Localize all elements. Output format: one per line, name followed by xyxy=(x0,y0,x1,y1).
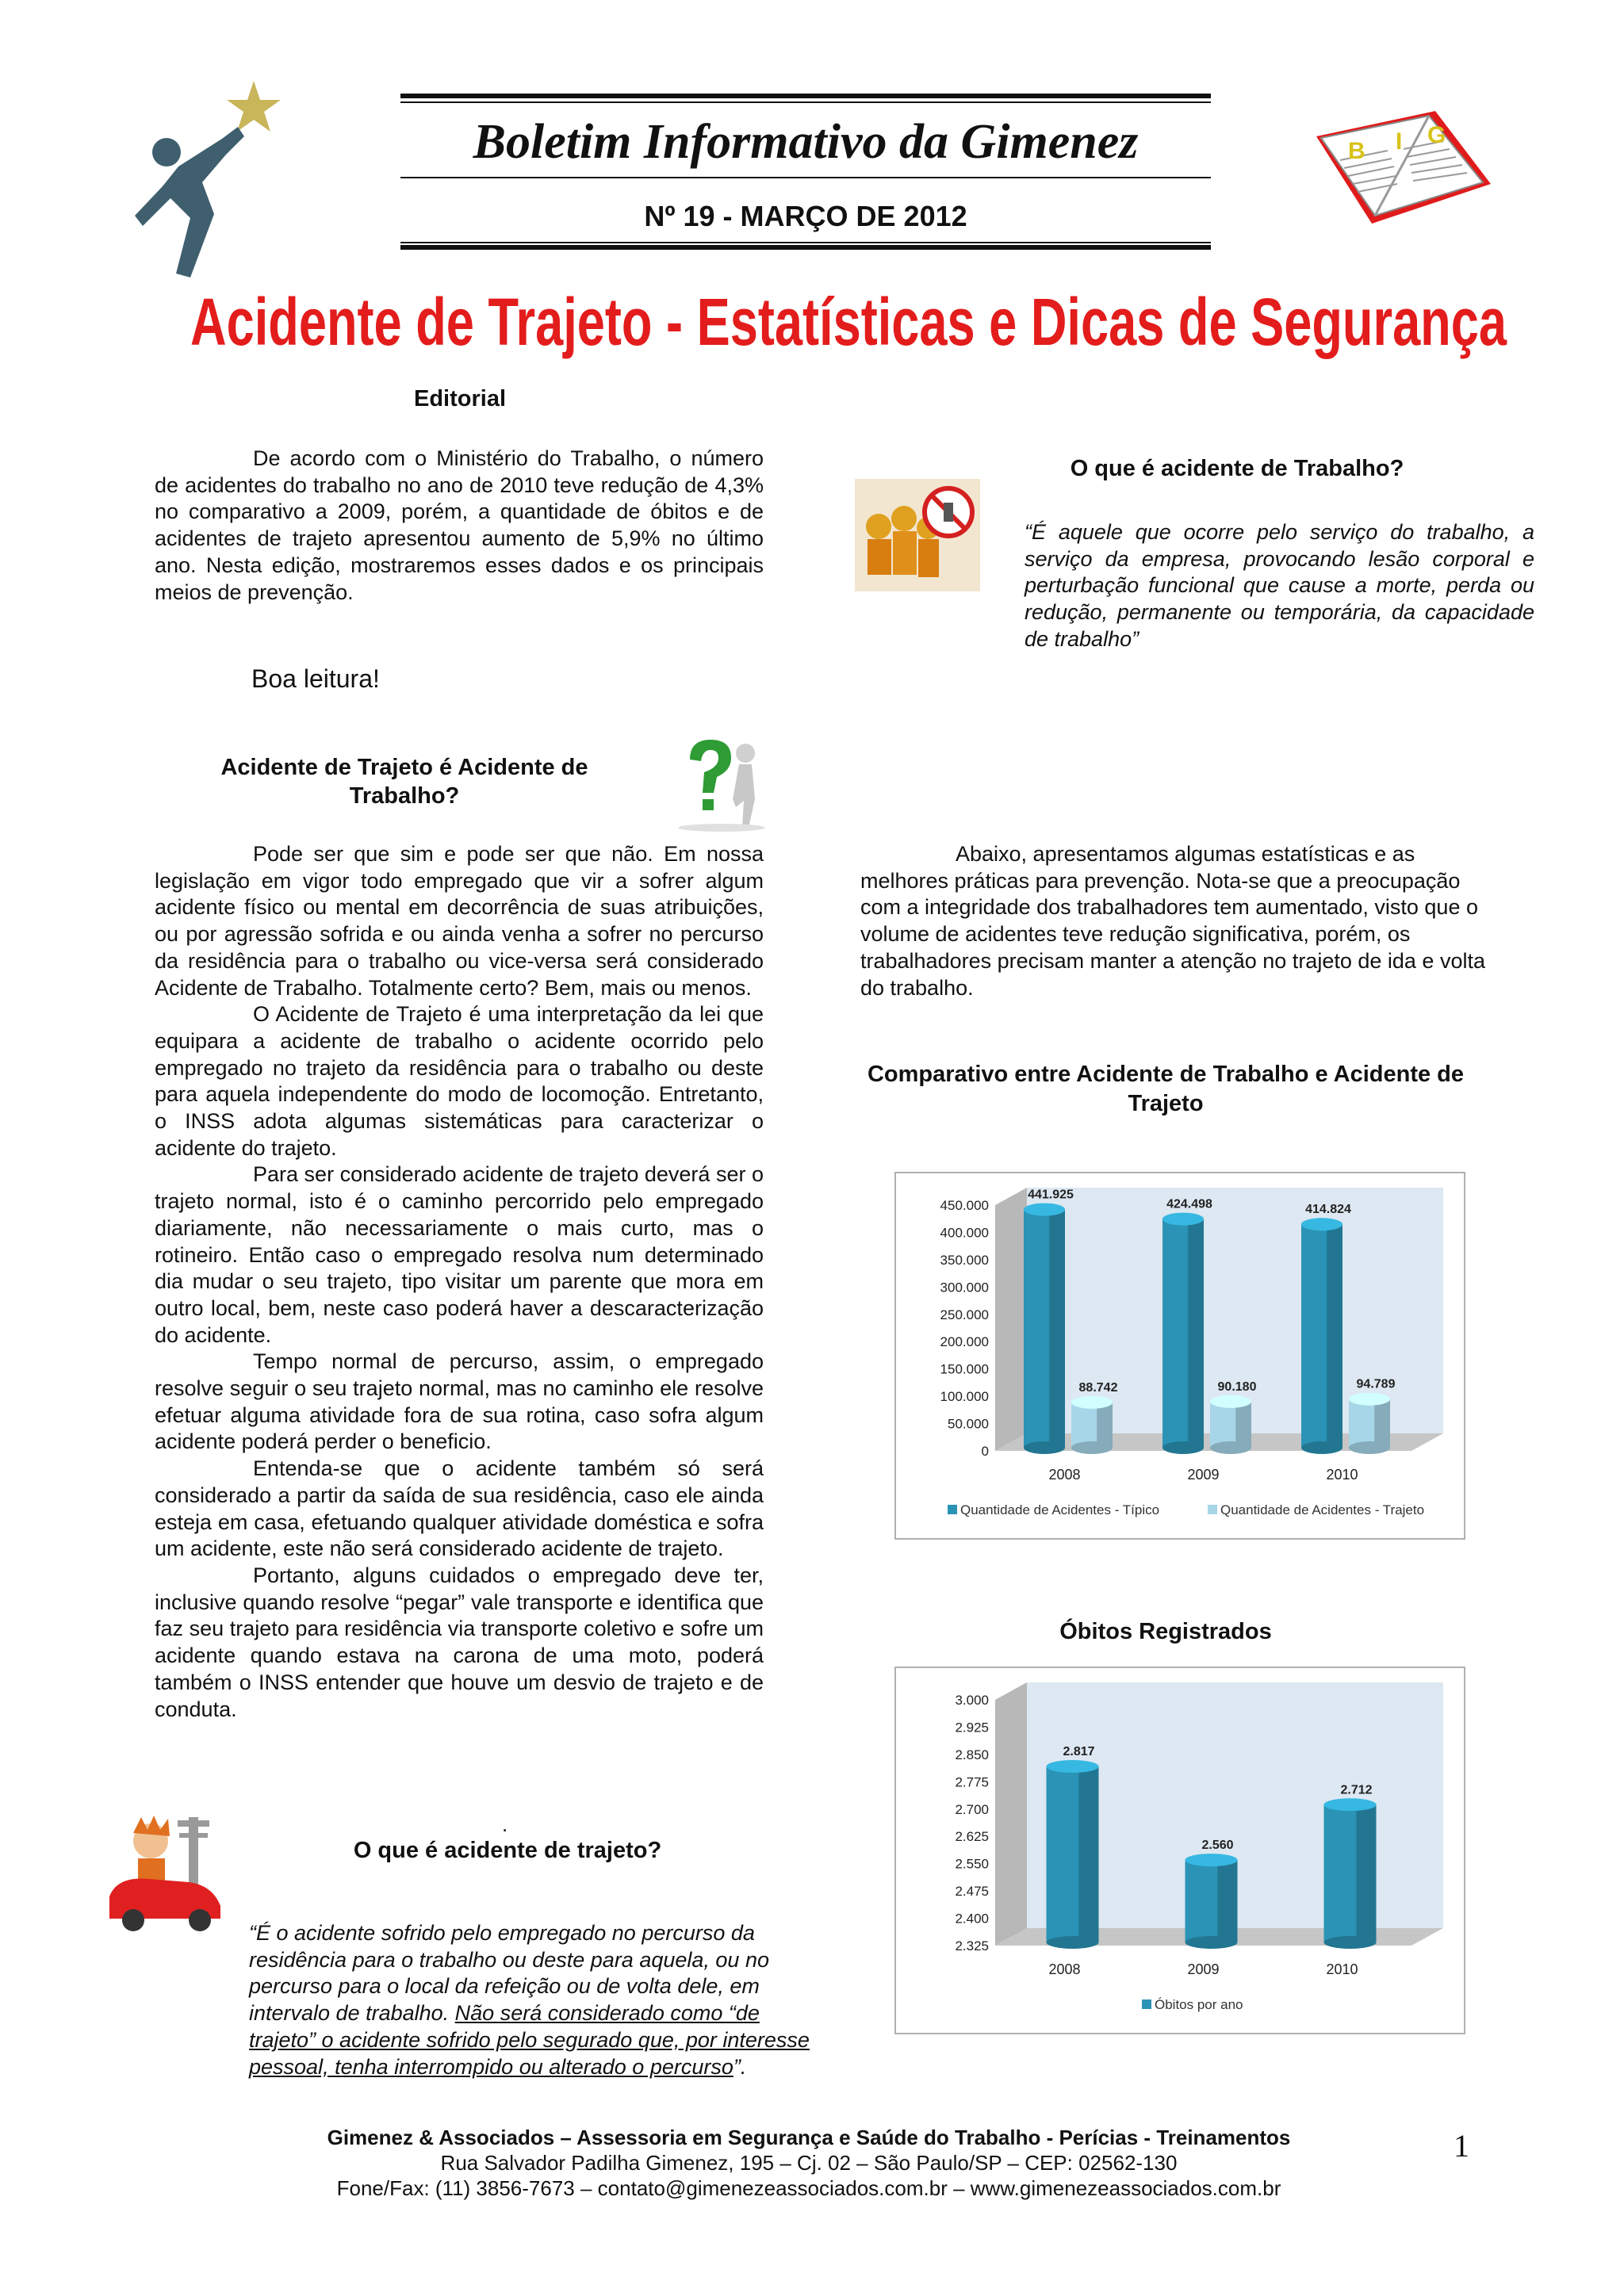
data-label: 94.789 xyxy=(1356,1377,1396,1391)
legend-swatch xyxy=(948,1505,957,1514)
car-crash-cartoon-icon xyxy=(102,1809,243,1934)
y-tick-label: 0 xyxy=(981,1444,989,1459)
logo-letter-i: I xyxy=(1396,128,1403,155)
bar-shade xyxy=(1188,1219,1204,1448)
legend-swatch xyxy=(1142,1999,1151,2009)
logo-letter-g: G xyxy=(1427,122,1446,148)
editorial-body: De acordo com o Ministério do Trabalho, o número de acidentes do trabalho no ano de 2010 teve redução de 4,3% no comparativo a 2009, porém, a quantidade de óbitos e de acidentes de trajeto apresentou aumento de 5,9% no último ano. Nesta edição, mostraremos esses dados e os principais meios de prevenção. xyxy=(155,446,764,604)
chart2-title: Óbitos Registrados xyxy=(1059,1619,1272,1644)
work-accident-quote: “É aquele que ocorre pelo serviço do trabalho, a serviço da empresa, provocando lesão corporal e perturbação funcional que cause a morte, perda ou redução, permanente ou temporária, da capacidade de trabalho” xyxy=(1025,520,1534,651)
data-label: 90.180 xyxy=(1217,1380,1257,1394)
headline-text: Acidente de Trajeto - Estatísticas e Dicas de Segurança xyxy=(190,285,1507,359)
bar-top xyxy=(1324,1798,1377,1811)
route-definition-heading: O que é acidente de trajeto? xyxy=(353,1838,662,1863)
y-tick-label: 2.625 xyxy=(955,1829,989,1845)
bar-base xyxy=(1162,1441,1204,1454)
logo-letter-b: B xyxy=(1348,138,1365,164)
y-tick-label: 2.700 xyxy=(955,1801,989,1817)
chart1-title: Comparativo entre Acidente de Trabalho e Acidente de Trajeto xyxy=(867,1062,1465,1116)
chart1-svg xyxy=(896,1173,1464,1538)
bar-top xyxy=(1024,1203,1065,1216)
route-quote-underlined: Não será considerado como “de trajeto” o acidente sofrido pelo segurado que, por interesse pessoal, tenha interrompido ou alterado o percurso xyxy=(249,2001,810,2079)
y-tick-label: 450.000 xyxy=(940,1198,989,1213)
editorial-heading: Editorial xyxy=(413,386,506,411)
bar-shade xyxy=(1235,1402,1251,1448)
bar-top xyxy=(1162,1213,1204,1226)
footer-address: Rua Salvador Padilha Gimenez, 195 – Cj. 02 – São Paulo/SP – CEP: 02562-130 xyxy=(440,2151,1178,2175)
bar-top xyxy=(1349,1393,1390,1406)
paragraph: Tempo normal de percurso, assim, o empregado resolve seguir o seu trajeto normal, mas no caminho ele resolve efetuar alguma atividade fora de sua rotina, caso sofra algum acidente poderá perder o beneficio. xyxy=(155,1349,764,1454)
y-tick-label: 250.000 xyxy=(940,1307,989,1322)
y-tick-label: 100.000 xyxy=(940,1389,989,1405)
data-label: 2.560 xyxy=(1201,1839,1234,1853)
y-tick-label: 2.775 xyxy=(955,1774,989,1790)
x-tick-label: 2009 xyxy=(1187,1467,1220,1483)
bar-shade xyxy=(1217,1860,1237,1942)
bar-top xyxy=(1047,1760,1099,1773)
data-label: 424.498 xyxy=(1166,1197,1212,1211)
route-quote-end: ”. xyxy=(733,2054,747,2079)
editorial-closing: Boa leitura! xyxy=(251,664,380,693)
footer-company: Gimenez & Associados – Assessoria em Segurança e Saúde do Trabalho - Perícias - Treinamentos xyxy=(327,2126,1291,2149)
paragraph: Portanto, alguns cuidados o empregado deve ter, inclusive quando resolve “pegar” vale transporte e identifica que faz seu trajeto para residência via transporte coletivo e sofre um acidente quando estava na carona de uma moto, poderá também o INSS entender que houve um desvio de trajeto e de conduta. xyxy=(155,1563,764,1721)
y-tick-label: 300.000 xyxy=(940,1280,989,1295)
workers-safety-sign-icon xyxy=(855,479,980,591)
bar-top xyxy=(1210,1395,1251,1408)
issue-number: Nº 19 - MARÇO DE 2012 xyxy=(644,200,967,232)
footer-contact: Fone/Fax: (11) 3856-7673 – contato@gimenezeassociados.com.br – www.gimenezeassociados.com.br xyxy=(336,2176,1281,2200)
question-mark-figure-icon xyxy=(672,736,772,832)
legend-label: Quantidade de Acidentes - Trajeto xyxy=(1220,1502,1425,1517)
x-tick-label: 2008 xyxy=(1048,1467,1081,1483)
x-tick-label: 2010 xyxy=(1326,1467,1358,1483)
bar-base xyxy=(1210,1441,1251,1454)
paragraph: Pode ser que sim e pode ser que não. Em nossa legislação em vigor todo empregado que vir a sofrer algum acidente físico ou mental em decorrência de suas atribuições, ou por agressão sofrida e ou ainda venha a sofrer no percurso da residência para o trabalho ou vice-versa será considerado Acidente de Trabalho. Totalmente certo? Bem, mais ou menos. xyxy=(155,842,764,1000)
data-label: 2.712 xyxy=(1340,1783,1373,1797)
data-label: 414.824 xyxy=(1305,1203,1351,1217)
paragraph: Para ser considerado acidente de trajeto deverá ser o trajeto normal, isto é o caminho percorrido pelo empregado diariamente, não necessariamente o mais curto, mas o rotineiro. Então caso o empregado resolva num determinado dia mudar o seu trajeto, tipo visitar um parente que mora em outro local, bem, neste caso poderá haver a descaracterização do acidente. xyxy=(155,1162,764,1347)
y-tick-label: 2.850 xyxy=(955,1747,989,1762)
bar-base xyxy=(1024,1441,1065,1454)
route-definition-quote xyxy=(249,1920,820,2080)
y-tick-label: 150.000 xyxy=(940,1361,989,1377)
y-tick-label: 3.000 xyxy=(955,1693,989,1708)
bar-base xyxy=(1324,1936,1377,1949)
headline xyxy=(189,281,1509,361)
legend-swatch xyxy=(1208,1505,1217,1514)
bar-shade xyxy=(1327,1224,1342,1448)
x-tick-label: 2010 xyxy=(1326,1961,1358,1977)
chart2-frame xyxy=(894,1667,1465,2034)
y-tick-label: 50.000 xyxy=(948,1416,989,1432)
y-tick-label: 2.925 xyxy=(955,1720,989,1735)
bar-shade xyxy=(1097,1402,1113,1448)
stats-intro: Abaixo, apresentamos algumas estatísticas e as melhores práticas para prevenção. Nota-se que a preocupação com a integridade dos trabalhadores tem aumentado, visto que o volume de acidentes teve redução significativa, porém, os trabalhadores precisam manter a atenção no trajeto de ida e volta do trabalho. xyxy=(860,842,1485,1000)
running-man-logo-icon xyxy=(135,79,285,285)
y-tick-label: 2.475 xyxy=(955,1884,989,1900)
bar-shade xyxy=(1078,1766,1098,1942)
route-quote-text: “É o acidente sofrido pelo empregado no percurso da residência para o trabalho ou deste para aquela, ou no percurso para o local da refeição ou de volta dele, em intervalo de trabalho. xyxy=(249,1921,769,2026)
x-tick-label: 2008 xyxy=(1048,1961,1081,1977)
bar-shade xyxy=(1374,1399,1390,1448)
y-tick-label: 2.325 xyxy=(955,1938,989,1954)
route-is-work-text xyxy=(155,841,764,1723)
paragraph: O Acidente de Trajeto é uma interpretação da lei que equipara a acidente de trabalho o acidente ocorrido pelo empregado no trajeto da residência para o trabalho ou deste para aquela independente do modo de locomoção. Entretanto, o INSS adota algumas sistemáticas para caracterizar o acidente do trajeto. xyxy=(155,1002,764,1160)
chart-side-wall xyxy=(995,1682,1027,1946)
route-is-work-heading: Acidente de Trajeto é Acidente de Trabalho? xyxy=(220,755,588,809)
chart1-frame xyxy=(894,1172,1465,1540)
bar-base xyxy=(1349,1441,1390,1454)
work-accident-heading: O que é acidente de Trabalho? xyxy=(1070,456,1404,481)
y-tick-label: 2.550 xyxy=(955,1856,989,1872)
bar-base xyxy=(1301,1441,1342,1454)
bar-shade xyxy=(1049,1210,1065,1448)
bar-base xyxy=(1185,1936,1238,1949)
paragraph: Entenda-se que o acidente também só será considerado a partir da saída de sua residência, caso ele ainda esteja em casa, efetuando qualquer atividade doméstica e sofra um acidente, este não será considerado acidente de trajeto. xyxy=(155,1456,764,1561)
y-tick-label: 2.400 xyxy=(955,1911,989,1927)
chart-side-wall xyxy=(995,1188,1027,1451)
y-tick-label: 200.000 xyxy=(940,1334,989,1350)
page-number: 1 xyxy=(1454,2128,1469,2164)
bar-base xyxy=(1047,1936,1099,1949)
data-label: 2.817 xyxy=(1063,1745,1095,1759)
bar-base xyxy=(1071,1441,1113,1454)
data-label: 441.925 xyxy=(1028,1188,1074,1202)
bar-top xyxy=(1185,1854,1238,1866)
legend-label: Óbitos por ano xyxy=(1155,1997,1243,2012)
chart2-svg xyxy=(896,1668,1464,2033)
bulletin-title: Boletim Informativo da Gimenez xyxy=(473,115,1139,169)
y-tick-label: 350.000 xyxy=(940,1252,989,1268)
bar-top xyxy=(1071,1396,1113,1409)
y-tick-label: 400.000 xyxy=(940,1225,989,1241)
big-book-logo-icon xyxy=(1308,105,1499,247)
data-label: 88.742 xyxy=(1078,1380,1118,1395)
x-tick-label: 2009 xyxy=(1187,1961,1220,1977)
legend-label: Quantidade de Acidentes - Típico xyxy=(960,1502,1160,1517)
bar-shade xyxy=(1356,1804,1376,1942)
section-dot: . xyxy=(502,1812,508,1836)
bar-top xyxy=(1301,1218,1342,1230)
